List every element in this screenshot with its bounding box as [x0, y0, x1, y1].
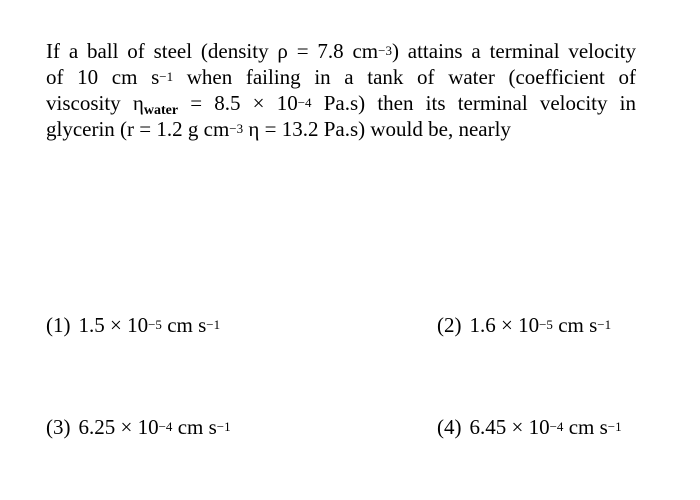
- answer-option-3[interactable]: [46, 414, 231, 440]
- question-text: [46, 38, 636, 142]
- question-text-segment: If a ball of steel (density ρ = 7.8 cm: [46, 39, 379, 63]
- superscript: −3: [229, 121, 244, 136]
- answer-option-4[interactable]: [437, 414, 622, 440]
- answer-option-2[interactable]: [437, 312, 611, 338]
- question-line-3: [46, 90, 636, 116]
- question-text-segment: η = 13.2 Pa.s) would be, nearly: [243, 117, 511, 141]
- option-unit-exponent: −1: [597, 317, 612, 332]
- question-text-segment: Pa.s) then its terminal velocity in: [311, 91, 637, 115]
- option-value: 1.6 × 10: [469, 313, 540, 337]
- option-unit: cm s: [161, 313, 207, 337]
- question-text-segment: = 8.5 × 10: [178, 91, 298, 115]
- subscript: water: [143, 103, 179, 118]
- question-text-segment: of 10 cm s: [46, 65, 160, 89]
- option-unit: cm s: [172, 415, 217, 439]
- option-value: 6.25 × 10: [78, 415, 159, 439]
- superscript: −1: [159, 69, 174, 84]
- option-unit-exponent: −1: [206, 317, 221, 332]
- option-value: 6.45 × 10: [469, 415, 550, 439]
- answer-option-1[interactable]: [46, 312, 220, 338]
- option-number: (3): [46, 415, 71, 439]
- option-unit: cm s: [552, 313, 598, 337]
- option-number: (1): [46, 313, 71, 337]
- option-unit: cm s: [563, 415, 608, 439]
- option-unit-exponent: −1: [607, 419, 622, 434]
- question-line-4: [46, 116, 636, 142]
- option-number: (4): [437, 415, 462, 439]
- question-line-1: [46, 38, 636, 64]
- option-exponent: −5: [148, 317, 162, 332]
- option-unit-exponent: −1: [216, 419, 231, 434]
- option-number: (2): [437, 313, 462, 337]
- option-exponent: −5: [539, 317, 553, 332]
- option-exponent: −4: [158, 419, 173, 434]
- question-text-segment: when failing in a tank of water (coefficient of: [173, 65, 636, 89]
- option-exponent: −4: [549, 419, 564, 434]
- question-text-segment: ) attains a terminal velocity: [391, 39, 637, 63]
- option-value: 1.5 × 10: [78, 313, 149, 337]
- superscript: −4: [297, 95, 312, 110]
- superscript: −3: [378, 43, 392, 58]
- question-text-segment: glycerin (r = 1.2 g cm: [46, 117, 230, 141]
- question-line-2: [46, 64, 636, 90]
- question-text-segment: viscosity η: [46, 91, 144, 115]
